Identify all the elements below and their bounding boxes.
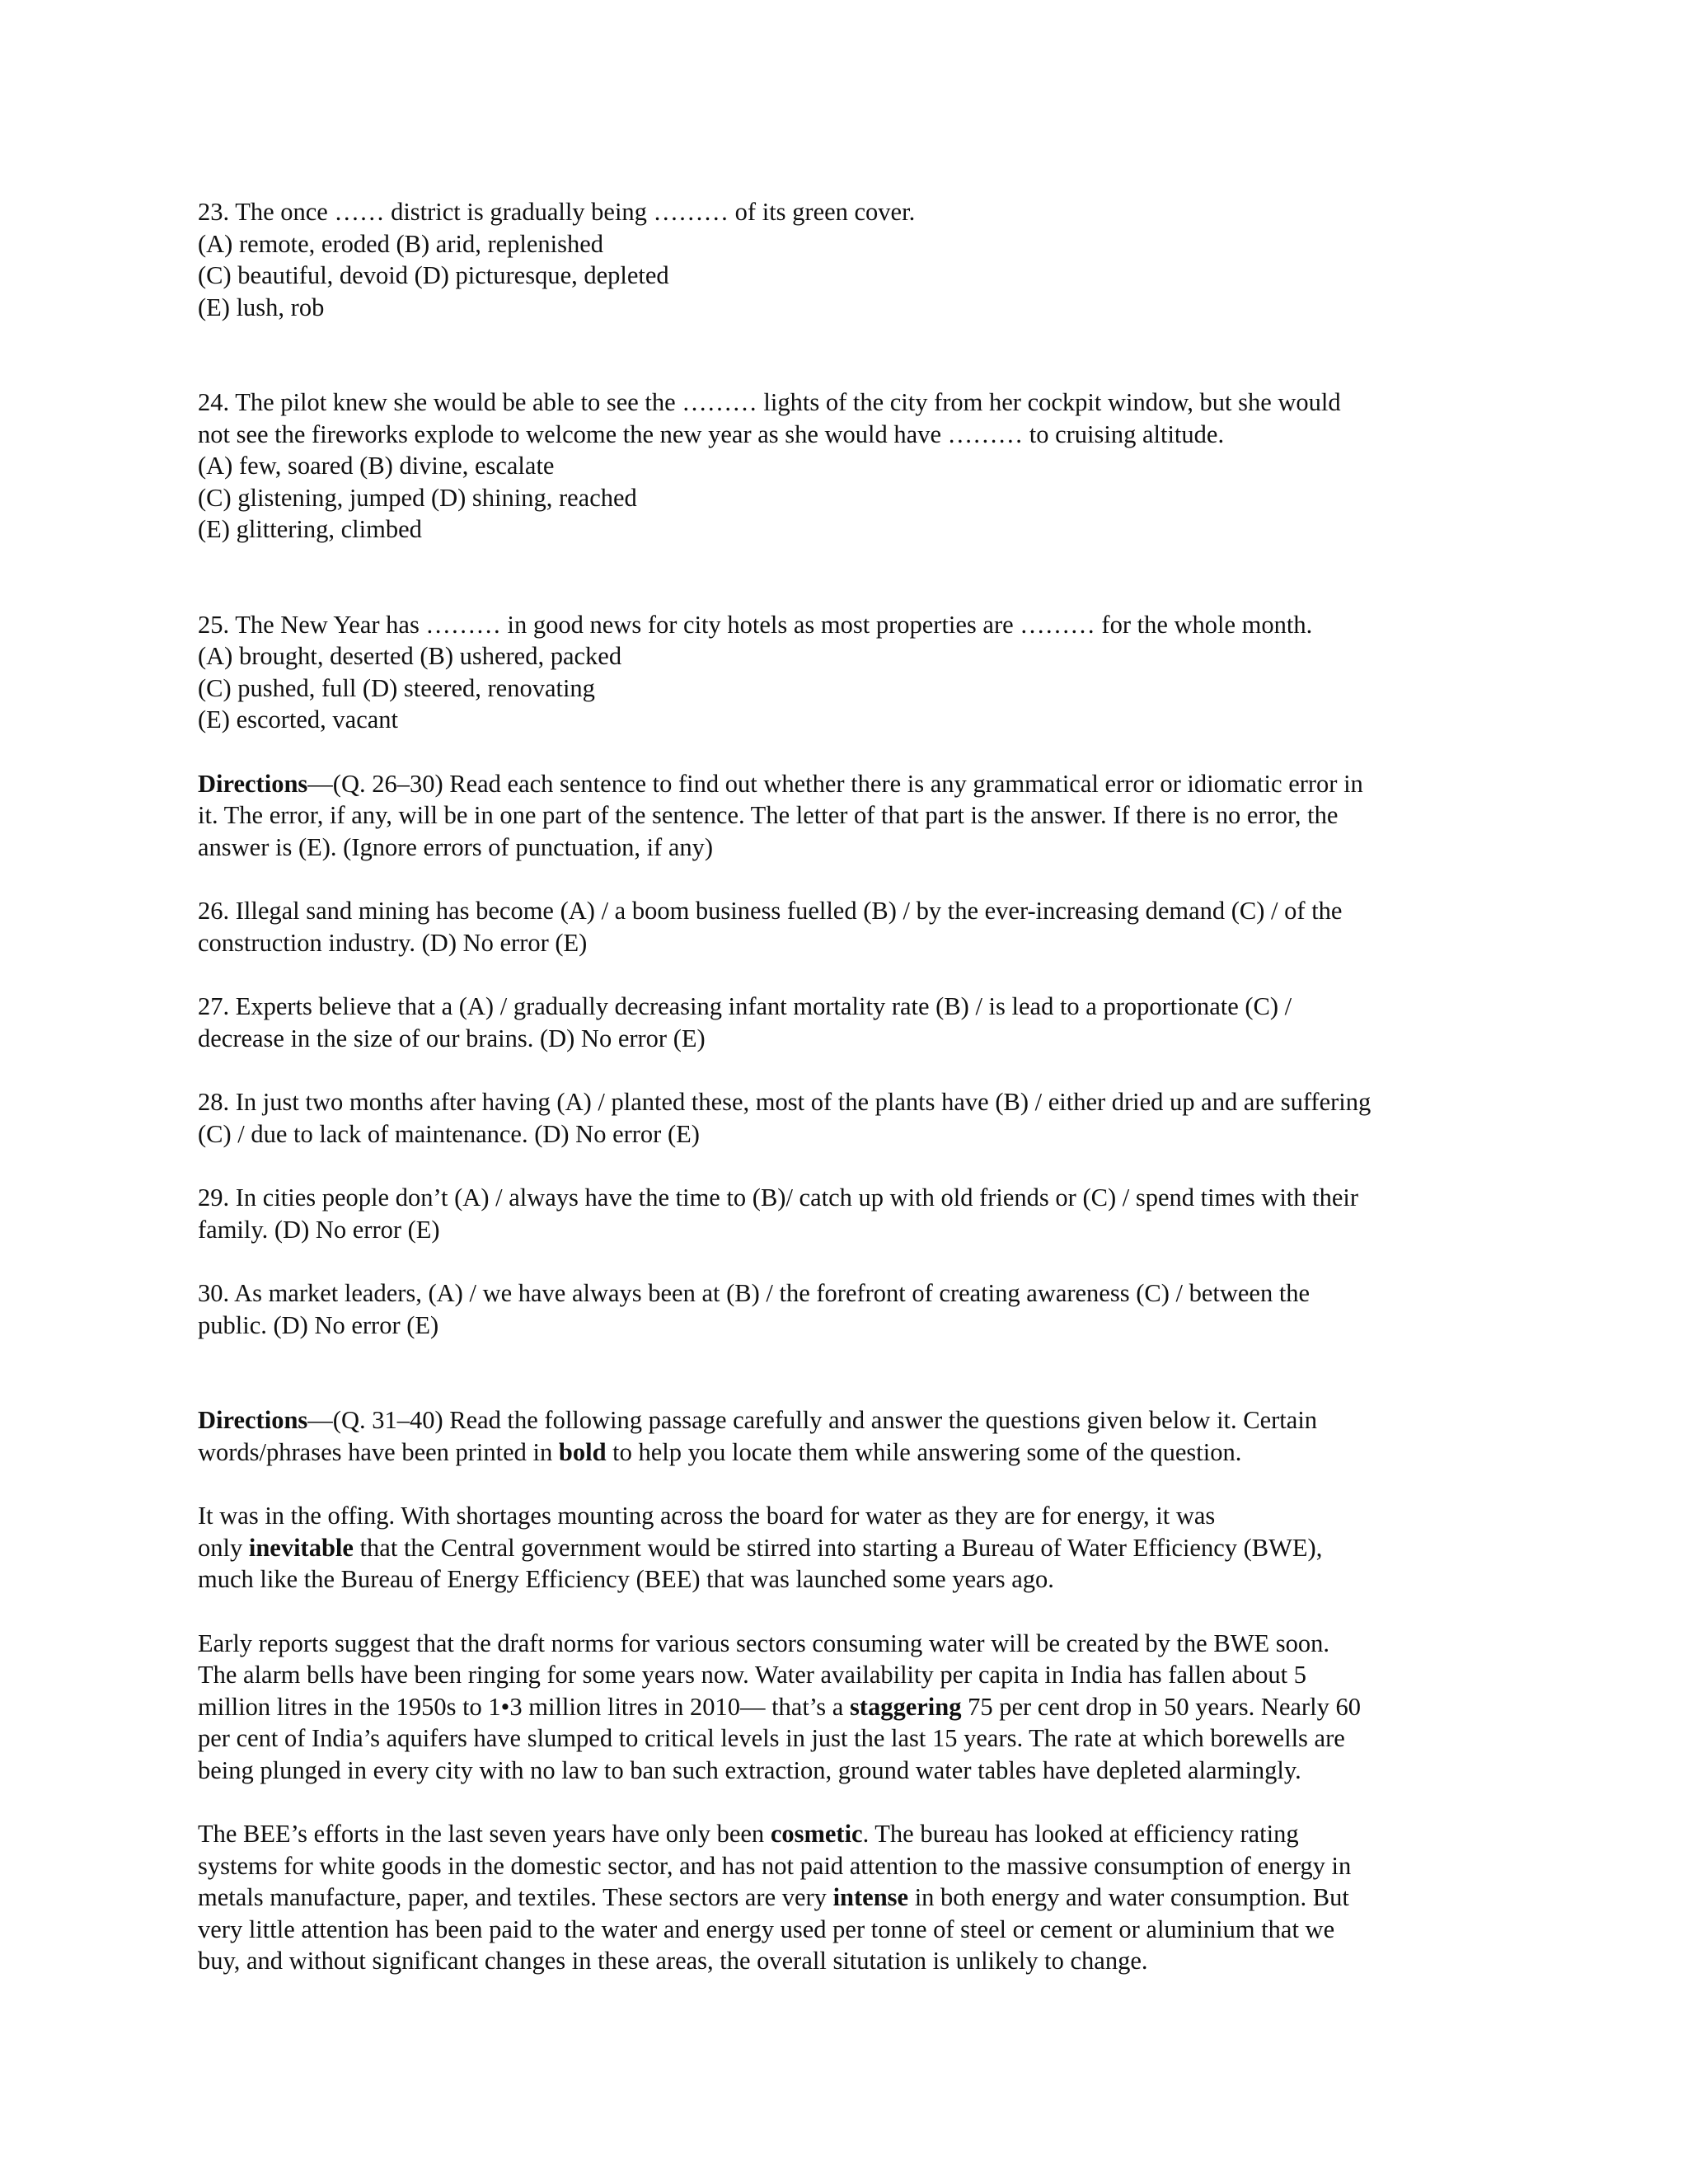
question-stem: 26. Illegal sand mining has become (A) / a boom business fuelled (B) / by the ever-increasing demand (C) / of the [198, 897, 1343, 925]
passage-line: million litres in the 1950s to 1•3 million litres in 2010— that’s a staggering 75 per cent drop in 50 years. Nearly 60 [198, 1692, 1361, 1721]
question-stem: (C) / due to lack of maintenance. (D) No error (E) [198, 1119, 700, 1148]
question-options: (C) beautiful, devoid (D) picturesque, depleted [198, 261, 669, 289]
question-stem: construction industry. (D) No error (E) [198, 928, 588, 957]
bold-word: staggering [849, 1692, 962, 1721]
document-page [198, 196, 1500, 1977]
question-options: (E) escorted, vacant [198, 705, 399, 733]
directions-label: Directions [198, 1406, 308, 1434]
question-stem: not see the fireworks explode to welcome the new year as she would have ……… to cruising altitude. [198, 419, 1225, 448]
passage-paragraph-1 [198, 1500, 1500, 1596]
question-stem: family. (D) No error (E) [198, 1215, 440, 1244]
directions-line: words/phrases have been printed in bold to help you locate them while answering some of the question. [198, 1437, 1242, 1466]
question-options: (A) remote, eroded (B) arid, replenished [198, 229, 604, 258]
directions-line: answer is (E). (Ignore errors of punctuation, if any) [198, 832, 714, 861]
passage-line: The alarm bells have been ringing for some years now. Water availability per capita in India has fallen about 5 [198, 1661, 1306, 1689]
question-options: (C) pushed, full (D) steered, renovating [198, 673, 595, 702]
question-stem: 27. Experts believe that a (A) / gradually decreasing infant mortality rate (B) / is lead to a proportionate (C) / [198, 992, 1292, 1020]
question-stem: 23. The once …… district is gradually being ……… of its green cover. [198, 198, 916, 226]
question-23 [198, 196, 1500, 323]
question-stem: 24. The pilot knew she would be able to see the ……… lights of the city from her cockpit window, but she would [198, 388, 1341, 416]
bold-word: bold [558, 1437, 607, 1466]
question-stem: public. (D) No error (E) [198, 1310, 439, 1339]
directions-line: Directions—(Q. 31–40) Read the following passage carefully and answer the questions given below it. Certain [198, 1406, 1318, 1434]
question-options: (A) few, soared (B) divine, escalate [198, 452, 555, 480]
bold-word: intense [832, 1883, 909, 1911]
passage-line: The BEE’s efforts in the last seven years have only been cosmetic. The bureau has looked at efficiency rating [198, 1820, 1299, 1848]
question-stem: 30. As market leaders, (A) / we have always been at (B) / the forefront of creating awareness (C) / between the [198, 1279, 1311, 1307]
question-27 [198, 991, 1500, 1054]
question-stem: 25. The New Year has ……… in good news for city hotels as most properties are ……… for the whole month. [198, 610, 1313, 639]
passage-line: being plunged in every city with no law to ban such extraction, ground water tables have depleted alarmingly. [198, 1755, 1301, 1784]
directions-passage [198, 1404, 1500, 1468]
directions-label: Directions [198, 769, 308, 798]
passage-line: Early reports suggest that the draft norms for various sectors consuming water will be created by the BWE soon. [198, 1629, 1329, 1657]
bold-word: inevitable [248, 1533, 354, 1562]
passage-paragraph-2 [198, 1628, 1500, 1787]
question-options: (A) brought, deserted (B) ushered, packed [198, 642, 622, 670]
passage-line: buy, and without significant changes in these areas, the overall situtation is unlikely to change. [198, 1947, 1148, 1975]
passage-paragraph-3 [198, 1818, 1500, 1977]
question-28 [198, 1086, 1500, 1150]
passage-line: much like the Bureau of Energy Efficiency (BEE) that was launched some years ago. [198, 1565, 1054, 1593]
passage-line: systems for white goods in the domestic sector, and has not paid attention to the massive consumption of energy in [198, 1851, 1352, 1880]
passage-line: only inevitable that the Central government would be stirred into starting a Bureau of Water Efficiency (BWE), [198, 1533, 1323, 1562]
passage-line: very little attention has been paid to the water and energy used per tonne of steel or cement or aluminium that we [198, 1915, 1335, 1943]
question-25 [198, 609, 1500, 736]
bold-word: cosmetic [770, 1820, 863, 1848]
question-stem: 28. In just two months after having (A) / planted these, most of the plants have (B) / either dried up and are suffering [198, 1088, 1372, 1116]
question-24 [198, 387, 1500, 546]
directions-line: it. The error, if any, will be in one part of the sentence. The letter of that part is the answer. If there is no error, the [198, 801, 1339, 829]
question-options: (E) lush, rob [198, 293, 325, 321]
passage-line: metals manufacture, paper, and textiles. These sectors are very intense in both energy and water consumption. But [198, 1883, 1349, 1911]
passage-line: per cent of India’s aquifers have slumped to critical levels in just the last 15 years. The rate at which borewells are [198, 1724, 1345, 1752]
question-stem: 29. In cities people don’t (A) / always have the time to (B)/ catch up with old friends or (C) / spend times with their [198, 1183, 1359, 1212]
question-29 [198, 1182, 1500, 1245]
question-options: (E) glittering, climbed [198, 515, 422, 543]
question-26 [198, 895, 1500, 958]
question-stem: decrease in the size of our brains. (D) No error (E) [198, 1024, 706, 1052]
directions-error-spotting [198, 768, 1500, 864]
question-30 [198, 1277, 1500, 1341]
directions-line: Directions—(Q. 26–30) Read each sentence to find out whether there is any grammatical error or idiomatic error in [198, 769, 1363, 798]
passage-line: It was in the offing. With shortages mounting across the board for water as they are for energy, it was [198, 1502, 1216, 1530]
question-options: (C) glistening, jumped (D) shining, reached [198, 483, 637, 512]
